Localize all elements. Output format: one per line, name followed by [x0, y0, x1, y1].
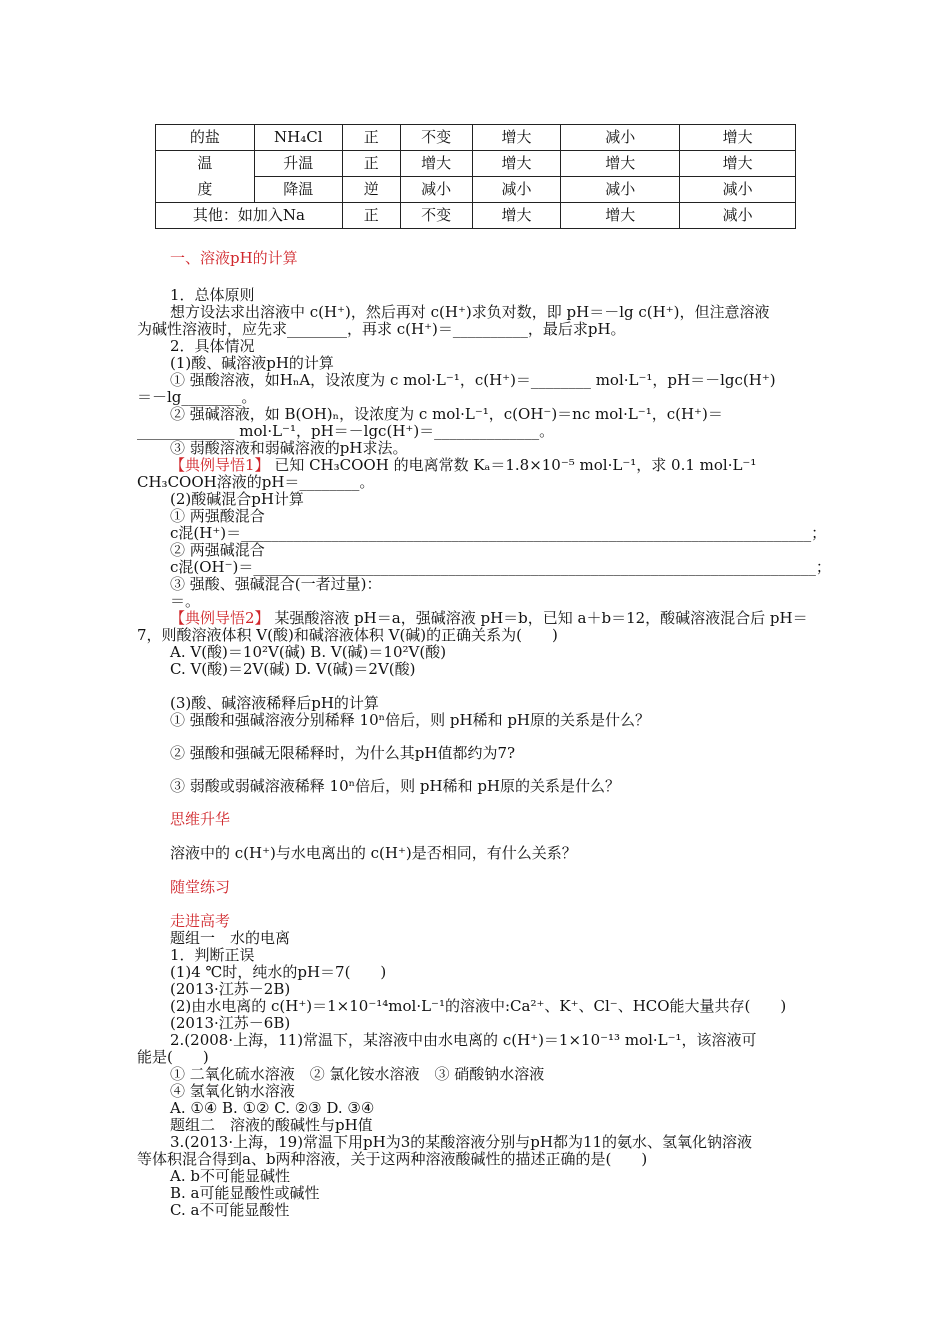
text-line: (2)由水电离的 c(H⁺)＝1×10⁻¹⁴mol·L⁻¹的溶液中:Ca²⁺、K⁺、Cl⁻、HCO能大量共存( ) [170, 997, 787, 1015]
text-line: 能是( ) [137, 1048, 209, 1066]
text-line: CH₃COOH溶液的pH＝________。 [137, 473, 375, 491]
table-cell: 温 [156, 151, 255, 177]
text-line: A. V(酸)＝10²V(碱) B. V(碱)＝10²V(酸) [170, 643, 447, 661]
table-cell: 减小 [680, 177, 796, 203]
comparison-table [155, 124, 796, 229]
table-cell: 降温 [254, 177, 342, 203]
table-cell: 其他：如加入Na [156, 203, 343, 229]
text-line: A. ①④ B. ①② C. ②③ D. ③④ [170, 1099, 375, 1117]
table-cell: 减小 [561, 177, 680, 203]
text-line: 题组二 溶液的酸碱性与pH值 [170, 1116, 373, 1134]
table-cell: 增大 [472, 203, 561, 229]
table-cell: 不变 [400, 125, 472, 151]
text-line: ① 强酸溶液，如HₙA，设浓度为 c mol·L⁻¹，c(H⁺)＝________ mol·L⁻¹，pH＝－lgc(H⁺) [170, 371, 776, 389]
text-line: ② 强碱溶液，如 B(OH)ₙ，设浓度为 c mol·L⁻¹，c(OH⁻)＝nc mol·L⁻¹，c(H⁺)＝ [170, 405, 723, 423]
table-cell: 不变 [400, 203, 472, 229]
table-cell: NH₄Cl [254, 125, 342, 151]
table-row [156, 125, 796, 151]
text-line: ② 强酸和强碱无限稀释时，为什么其pH值都约为7? [170, 744, 516, 762]
table-cell: 减小 [680, 203, 796, 229]
table-cell: 的盐 [156, 125, 255, 151]
table-cell: 增大 [472, 151, 561, 177]
table-cell: 增大 [680, 125, 796, 151]
text-line: 2．具体情况 [170, 337, 255, 355]
text-line: ③ 弱酸或弱碱溶液稀释 10ⁿ倍后，则 pH稀和 pH原的关系是什么？ [170, 777, 621, 795]
section-heading: 一、溶液pH的计算 [170, 249, 298, 267]
text-line: 【典例导悟1】 已知 CH₃COOH 的电离常数 Kₐ＝1.8×10⁻⁵ mol·L⁻¹，求 0.1 mol·L⁻¹ [170, 456, 757, 474]
text-line: ① 两强酸混合 [170, 507, 265, 525]
table-row [156, 151, 796, 177]
text-line: c混(OH⁻)＝___________________________________________________________________________； [170, 558, 831, 576]
text-line: 3.(2013·上海，19)常温下用pH为3的某酸溶液分别与pH都为11的氨水、氢氧化钠溶液 [170, 1133, 753, 1151]
text-line: (2013·江苏－2B) [170, 980, 291, 998]
text-line: ② 两强碱混合 [170, 541, 265, 559]
text-line: 想方设法求出溶液中 c(H⁺)，然后再对 c(H⁺)求负对数，即 pH＝－lg c(H⁺)，但注意溶液 [170, 303, 770, 321]
table-cell: 增大 [400, 151, 472, 177]
section-heading: 思维升华 [170, 810, 231, 828]
text-line: ③ 弱酸溶液和弱碱溶液的pH求法。 [170, 439, 408, 457]
table-cell: 增大 [561, 151, 680, 177]
section-heading: 走进高考 [170, 912, 231, 930]
text-line: 1．判断正误 [170, 946, 255, 964]
table-row [156, 177, 796, 203]
text-line: ＝。 [170, 592, 201, 610]
text-line: 1．总体原则 [170, 286, 255, 304]
table-cell: 减小 [400, 177, 472, 203]
text-line: 等体积混合得到a、b两种溶液，关于这两种溶液酸碱性的描述正确的是( ) [137, 1150, 648, 1168]
text-line: (2)酸碱混合pH计算 [170, 490, 304, 508]
table-cell: 度 [156, 177, 255, 203]
section-heading: 随堂练习 [170, 878, 231, 896]
text-line: 为碱性溶液时，应先求________，再求 c(H⁺)＝__________，最后求pH。 [137, 320, 626, 338]
text-line: ③ 强酸、强碱混合(一者过量)： [170, 575, 382, 593]
text-line: ① 强酸和强碱溶液分别稀释 10ⁿ倍后，则 pH稀和 pH原的关系是什么？ [170, 711, 651, 729]
example-label: 【典例导悟2】 [170, 609, 270, 627]
table-cell: 正 [342, 125, 400, 151]
table-cell: 正 [342, 203, 400, 229]
text-line: 题组一 水的电离 [170, 929, 291, 947]
text-line: 溶液中的 c(H⁺)与水电离出的 c(H⁺)是否相同，有什么关系？ [170, 844, 577, 862]
text-line: (1)酸、碱溶液pH的计算 [170, 354, 334, 372]
text-line: 2.(2008·上海，11)常温下，某溶液中由水电离的 c(H⁺)＝1×10⁻¹³ mol·L⁻¹，该溶液可 [170, 1031, 757, 1049]
text-line: C. V(酸)＝2V(碱) D. V(碱)＝2V(酸) [170, 660, 416, 678]
table-cell: 逆 [342, 177, 400, 203]
text-line: B. a可能显酸性或碱性 [170, 1184, 320, 1202]
table-cell: 增大 [680, 151, 796, 177]
table-cell: 正 [342, 151, 400, 177]
table-cell: 减小 [561, 125, 680, 151]
text-line: c混(H⁺)＝____________________________________________________________________________； [170, 524, 827, 542]
text-line: ＝－lg________。 [137, 388, 257, 406]
text-line: 7，则酸溶液体积 V(酸)和碱溶液体积 V(碱)的正确关系为( ) [137, 626, 558, 644]
text-line: ④ 氢氧化钠水溶液 [170, 1082, 295, 1100]
text-line: _____________ mol·L⁻¹，pH＝－lgc(H⁺)＝______________。 [137, 422, 555, 440]
text-line: ① 二氧化硫水溶液 ② 氯化铵水溶液 ③ 硝酸钠水溶液 [170, 1065, 545, 1083]
table-cell: 增大 [561, 203, 680, 229]
table-cell: 减小 [472, 177, 561, 203]
text-line: (2013·江苏－6B) [170, 1014, 291, 1032]
text-line: 【典例导悟2】 某强酸溶液 pH＝a，强碱溶液 pH＝b，已知 a＋b＝12，酸碱溶液混合后 pH＝ [170, 609, 808, 627]
text-line: C. a不可能显酸性 [170, 1201, 290, 1219]
table-row [156, 203, 796, 229]
text-line: (1)4 ℃时，纯水的pH＝7( ) [170, 963, 387, 981]
table-cell: 升温 [254, 151, 342, 177]
table-cell: 增大 [472, 125, 561, 151]
text-line: A. b不可能显碱性 [170, 1167, 290, 1185]
text-line: (3)酸、碱溶液稀释后pH的计算 [170, 694, 379, 712]
example-label: 【典例导悟1】 [170, 456, 270, 474]
